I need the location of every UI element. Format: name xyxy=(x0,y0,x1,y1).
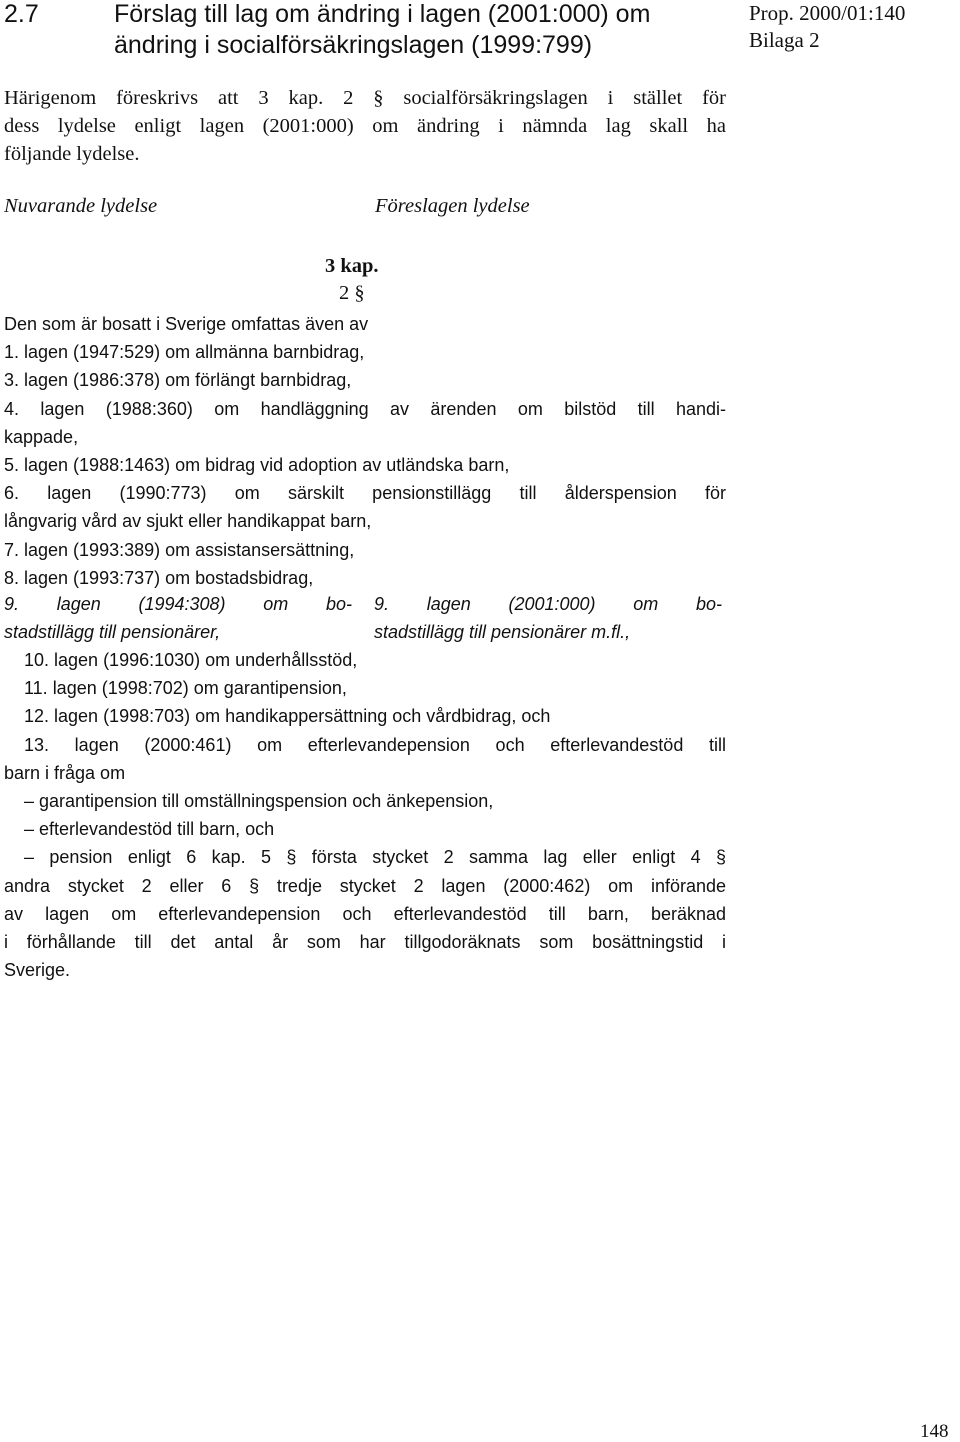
law-text-line: långvarig vård av sjukt eller handikappat barn, xyxy=(4,511,372,532)
section-number: 2.7 xyxy=(4,0,39,28)
law-text-line: 4. lagen (1988:360) om handläggning av ärenden om bilstöd till handi- xyxy=(4,398,726,419)
law-text-line: Den som är bosatt i Sverige omfattas även av xyxy=(4,314,369,334)
page-number: 148 xyxy=(920,1421,949,1442)
law-text-line: 7. lagen (1993:389) om assistansersättning, xyxy=(4,539,355,560)
law-text-line: andra stycket 2 eller 6 § tredje stycket 2 lagen (2000:462) om införande xyxy=(4,875,726,896)
law-text-line: barn i fråga om xyxy=(4,762,126,783)
law-text-line: Sverige. xyxy=(4,960,71,981)
current-wording-heading: Nuvarande lydelse xyxy=(4,195,158,217)
paragraph-heading: 2 § xyxy=(339,282,365,304)
intro-line: dess lydelse enligt lagen (2001:000) om ändring i nämnda lag skall ha xyxy=(4,115,726,137)
law-text-line: 12. lagen (1998:703) om handikappersättning och vårdbidrag, och xyxy=(24,706,551,727)
chapter-heading: 3 kap. xyxy=(325,255,379,277)
section-title-line-1: Förslag till lag om ändring i lagen (2001:000) om xyxy=(114,0,651,28)
current-wording-item-9 xyxy=(4,590,352,646)
law-text-line: 10. lagen (1996:1030) om underhållsstöd, xyxy=(24,650,358,670)
proposed-wording-item-9 xyxy=(374,590,722,646)
law-text-line: 11. lagen (1998:702) om garantipension, xyxy=(24,678,347,699)
law-text xyxy=(4,310,726,592)
law-text-line: 13. lagen (2000:461) om efterlevandepension och efterlevandestöd till xyxy=(24,734,726,755)
law-text-continued xyxy=(4,646,726,984)
intro-line: Härigenom föreskrivs att 3 kap. 2 § socialförsäkringslagen i stället för xyxy=(4,87,726,109)
law-text-line: – efterlevandestöd till barn, och xyxy=(24,819,275,840)
law-text-line: – garantipension till omställningspension och änkepension, xyxy=(24,791,494,812)
law-text-line: 5. lagen (1988:1463) om bidrag vid adoption av utländska barn, xyxy=(4,455,510,476)
proposed-wording-line: stadstillägg till pensionärer m.fl., xyxy=(374,622,631,643)
proposed-wording-line: 9. lagen (2001:000) om bo- xyxy=(374,594,722,614)
current-wording-line: stadstillägg till pensionärer, xyxy=(4,622,221,643)
proposition-reference: Prop. 2000/01:140 xyxy=(749,1,906,25)
law-text-line: av lagen om efterlevandepension och efterlevandestöd till barn, beräknad xyxy=(4,903,726,924)
law-text-line: 1. lagen (1947:529) om allmänna barnbidrag, xyxy=(4,342,365,363)
law-text-line: 3. lagen (1986:378) om förlängt barnbidrag, xyxy=(4,370,352,391)
law-text-line: kappade, xyxy=(4,426,79,447)
intro-paragraph xyxy=(4,84,726,168)
law-text-line: 8. lagen (1993:737) om bostadsbidrag, xyxy=(4,567,314,588)
law-text-line: i förhållande till det antal år som har tillgodoräknats som bosättningstid i xyxy=(4,932,726,953)
section-title-line-2: ändring i socialförsäkringslagen (1999:799) xyxy=(114,31,593,59)
law-text-line: – pension enligt 6 kap. 5 § första stycket 2 samma lag eller enligt 4 § xyxy=(24,847,726,868)
law-text-line: 6. lagen (1990:773) om särskilt pensionstillägg till ålderspension för xyxy=(4,483,726,504)
proposed-wording-heading: Föreslagen lydelse xyxy=(375,195,530,217)
attachment-label: Bilaga 2 xyxy=(749,28,820,52)
intro-line: följande lydelse. xyxy=(4,143,140,165)
current-wording-line: 9. lagen (1994:308) om bo- xyxy=(4,594,352,614)
